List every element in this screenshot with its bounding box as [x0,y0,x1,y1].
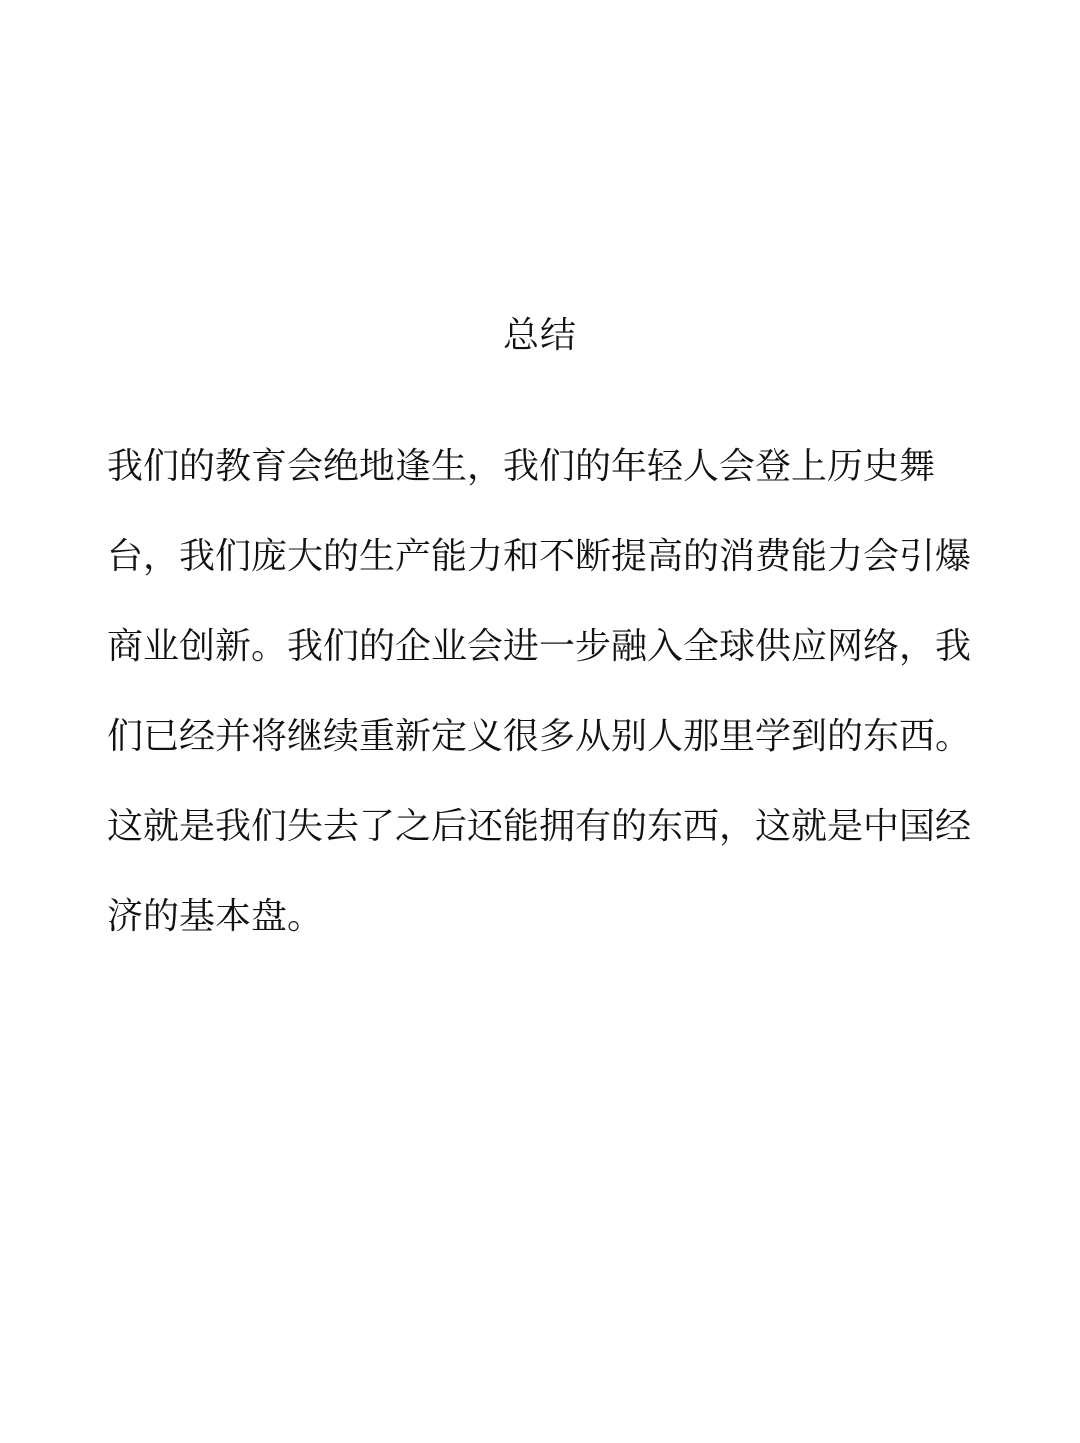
paragraph-line-2: 台，我们庞大的生产能力和不断提高的消费能力会引爆 [107,536,972,577]
paragraph-line-1: 我们的教育会绝地逢生，我们的年轻人会登上历史舞 [107,446,936,487]
body-paragraph [107,422,987,962]
paragraph-line-5: 这就是我们失去了之后还能拥有的东西，这就是中国经 [107,806,972,847]
paragraph-line-3: 商业创新。我们的企业会进一步融入全球供应网络，我 [107,626,972,667]
paragraph-line-4: 们已经并将继续重新定义很多从别人那里学到的东西。 [107,716,972,757]
paragraph-line-6: 济的基本盘。 [107,896,324,937]
page-title: 总结 [502,315,577,356]
